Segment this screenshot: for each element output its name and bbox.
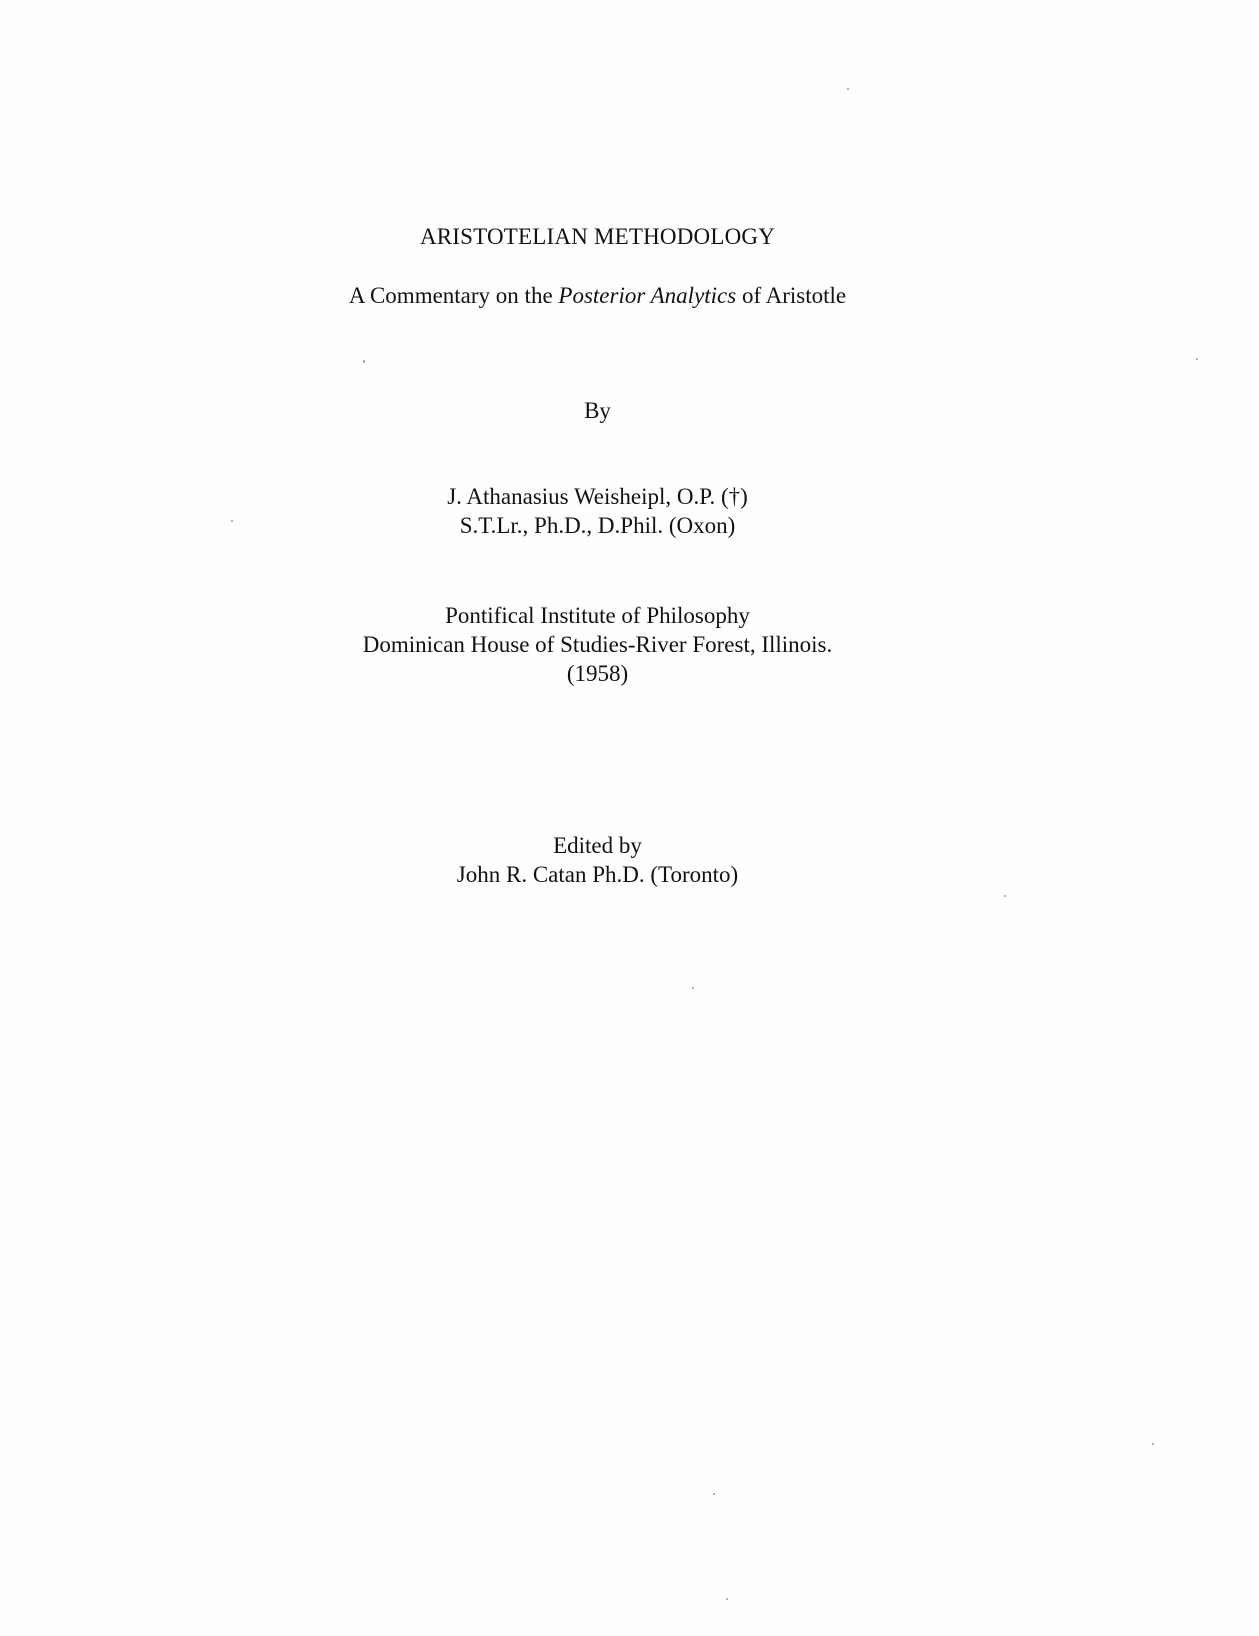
editor-name: John R. Catan Ph.D. (Toronto) [456, 862, 739, 887]
scan-speck [692, 987, 694, 989]
institution-line-2: Dominican House of Studies-River Forest, Illinois. [362, 632, 833, 657]
scan-speck [713, 1493, 715, 1495]
author-name: J. Athanasius Weisheipl, O.P. (†) [447, 484, 748, 509]
scan-speck [1152, 1443, 1154, 1445]
scan-speck [847, 88, 849, 90]
publication-year: (1958) [566, 661, 629, 686]
subtitle-prefix: A Commentary on the [348, 283, 559, 308]
subtitle-suffix: of Aristotle [736, 283, 847, 308]
scan-speck [231, 520, 233, 522]
author-degrees: S.T.Lr., Ph.D., D.Phil. (Oxon) [459, 513, 736, 538]
book-subtitle [0, 281, 1227, 311]
scan-speck [726, 1598, 728, 1600]
by-label: By [584, 398, 611, 423]
scan-speck [363, 360, 365, 363]
book-title: ARISTOTELIAN METHODOLOGY [419, 224, 776, 249]
subtitle-italic-work: Posterior Analytics [558, 283, 737, 308]
institution-line-1: Pontifical Institute of Philosophy [445, 603, 750, 628]
scan-speck [1196, 358, 1198, 360]
scan-speck [1004, 895, 1006, 897]
edited-by-label: Edited by [553, 833, 642, 858]
